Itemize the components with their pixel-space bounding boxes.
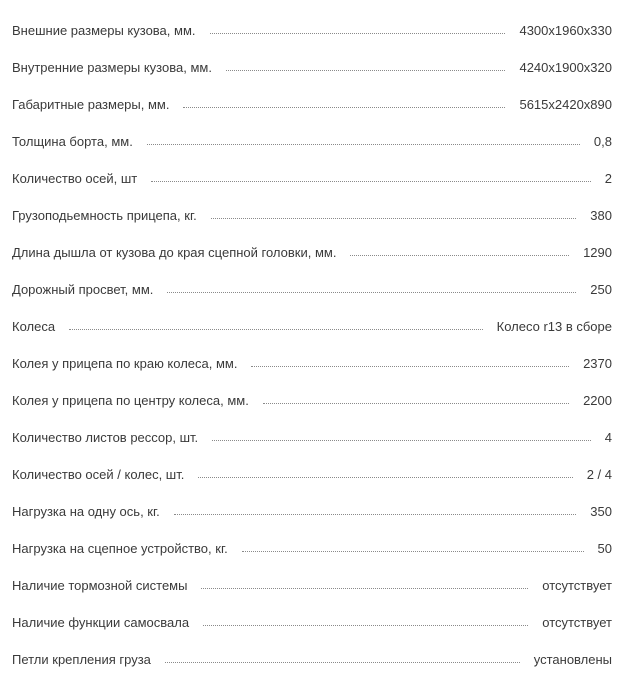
spec-label: Колеса bbox=[12, 318, 56, 334]
spec-label: Нагрузка на одну ось, кг. bbox=[12, 503, 160, 519]
spec-value: отсутствует bbox=[542, 614, 612, 630]
dotted-leader bbox=[210, 32, 506, 34]
spec-value: отсутствует bbox=[542, 577, 612, 593]
spec-row-axles-wheels bbox=[12, 456, 612, 493]
spec-row-ground-clearance bbox=[12, 271, 612, 308]
dotted-leader bbox=[203, 624, 528, 626]
spec-value: 4240x1900x320 bbox=[519, 59, 612, 75]
spec-label: Наличие тормозной системы bbox=[12, 577, 188, 593]
spec-value: 0,8 bbox=[593, 133, 612, 149]
spec-label: Количество листов рессор, шт. bbox=[12, 429, 199, 445]
spec-value: установлены bbox=[533, 651, 612, 667]
spec-label: Колея у прицепа по центру колеса, мм. bbox=[12, 392, 249, 408]
dotted-leader bbox=[350, 254, 569, 256]
spec-label: Толщина борта, мм. bbox=[12, 133, 133, 149]
dotted-leader bbox=[151, 180, 591, 182]
dotted-leader bbox=[69, 328, 483, 330]
dotted-leader bbox=[242, 550, 584, 552]
spec-value: 350 bbox=[590, 503, 612, 519]
spec-label: Длина дышла от кузова до края сцепной головки, мм. bbox=[12, 244, 337, 260]
spec-row-axle-load bbox=[12, 493, 612, 530]
dotted-leader bbox=[251, 365, 569, 367]
spec-label: Грузоподьемность прицепа, кг. bbox=[12, 207, 197, 223]
dotted-leader bbox=[226, 69, 506, 71]
spec-value: 4 bbox=[604, 429, 612, 445]
dotted-leader bbox=[211, 217, 577, 219]
spec-row-track-outer bbox=[12, 345, 612, 382]
spec-row-hitch-load bbox=[12, 530, 612, 567]
spec-label: Количество осей / колес, шт. bbox=[12, 466, 185, 482]
dotted-leader bbox=[183, 106, 505, 108]
spec-value: 1290 bbox=[583, 244, 612, 260]
spec-label: Петли крепления груза bbox=[12, 651, 151, 667]
spec-row-brake-system bbox=[12, 567, 612, 604]
spec-label: Колея у прицепа по краю колеса, мм. bbox=[12, 355, 238, 371]
spec-value: 2 bbox=[604, 170, 612, 186]
spec-label: Внешние размеры кузова, мм. bbox=[12, 22, 196, 38]
dotted-leader bbox=[167, 291, 576, 293]
spec-row-spring-leaves bbox=[12, 419, 612, 456]
spec-value: 2370 bbox=[583, 355, 612, 371]
spec-label: Наличие функции самосвала bbox=[12, 614, 190, 630]
spec-value: 50 bbox=[597, 540, 612, 556]
spec-row-load-capacity bbox=[12, 197, 612, 234]
spec-value: Колесо r13 в сборе bbox=[496, 318, 612, 334]
spec-row-dump-function bbox=[12, 604, 612, 641]
spec-row-axle-count bbox=[12, 160, 612, 197]
spec-row-side-thickness bbox=[12, 123, 612, 160]
spec-label: Габаритные размеры, мм. bbox=[12, 96, 170, 112]
spec-value: 2200 bbox=[583, 392, 612, 408]
spec-row-wheels bbox=[12, 308, 612, 345]
spec-value: 4300x1960x330 bbox=[519, 22, 612, 38]
dotted-leader bbox=[174, 513, 577, 515]
spec-row-outer-body-size bbox=[12, 12, 612, 49]
spec-row-track-center bbox=[12, 382, 612, 419]
dotted-leader bbox=[263, 402, 569, 404]
spec-row-drawbar-length bbox=[12, 234, 612, 271]
spec-value: 2 / 4 bbox=[586, 466, 612, 482]
spec-value: 5615x2420x890 bbox=[519, 96, 612, 112]
dotted-leader bbox=[201, 587, 528, 589]
spec-label: Количество осей, шт bbox=[12, 170, 138, 186]
dotted-leader bbox=[147, 143, 580, 145]
spec-label: Дорожный просвет, мм. bbox=[12, 281, 154, 297]
dotted-leader bbox=[198, 476, 572, 478]
spec-row-overall-size bbox=[12, 86, 612, 123]
spec-label: Внутренние размеры кузова, мм. bbox=[12, 59, 212, 75]
spec-value: 380 bbox=[590, 207, 612, 223]
spec-row-inner-body-size bbox=[12, 49, 612, 86]
spec-label: Нагрузка на сцепное устройство, кг. bbox=[12, 540, 228, 556]
dotted-leader bbox=[212, 439, 591, 441]
spec-value: 250 bbox=[590, 281, 612, 297]
spec-row-cargo-loops bbox=[12, 641, 612, 678]
dotted-leader bbox=[165, 661, 520, 663]
